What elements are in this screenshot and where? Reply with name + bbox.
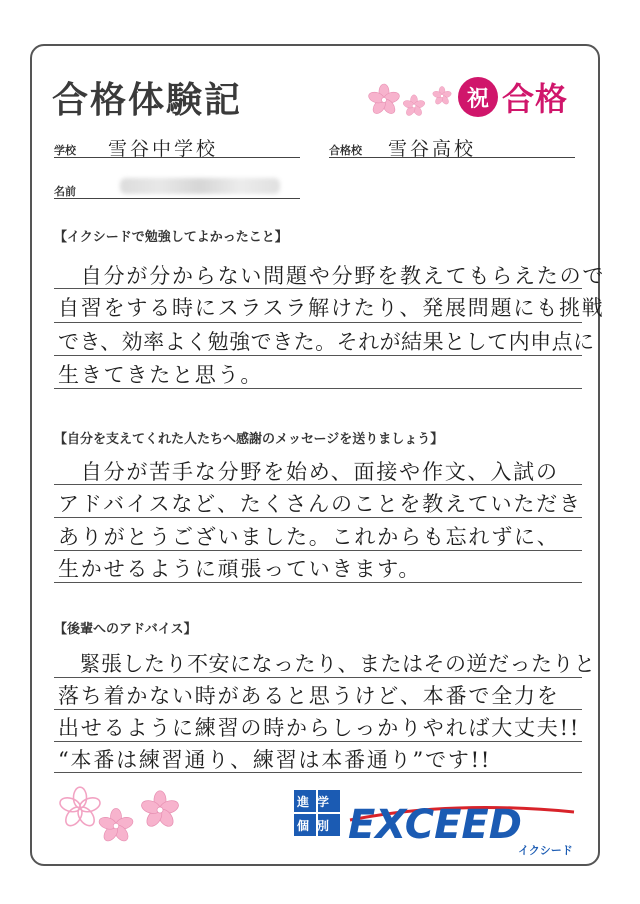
section-heading: 【後輩へのアドバイス】 [54, 622, 197, 637]
celebrate-text: 合格 [502, 80, 569, 118]
logo-brand: EXCEED [348, 802, 522, 848]
handwritten-line: 落ち着かない時があると思うけど、本番で全力を [58, 684, 560, 708]
passed-school-value: 雪谷高校 [388, 138, 477, 160]
name-label: 名前 [54, 185, 76, 198]
section-heading: 【自分を支えてくれた人たちへ感謝のメッセージを送りましょう】 [54, 432, 444, 447]
handwritten-line: ありがとうございました。これからも忘れずに、 [58, 525, 560, 549]
logo-kana: イクシード [518, 844, 573, 857]
handwritten-line: 出せるように練習の時からしっかりやれば大丈夫!! [58, 716, 581, 740]
ruled-line [54, 355, 582, 356]
school-underline [54, 157, 300, 158]
ruled-line [54, 677, 582, 678]
ruled-line [54, 288, 582, 289]
logo-tag-bottom: 個別 [296, 819, 338, 833]
handwritten-line: 緊張したり不安になったり、またはその逆だったりと [58, 652, 596, 676]
handwritten-line: 生きてきたと思う。 [58, 363, 264, 387]
page-title: 合格体験記 [52, 80, 243, 121]
section-heading: 【イクシードで勉強してよかったこと】 [54, 230, 288, 245]
school-label: 学校 [54, 144, 76, 157]
passed-school-label: 合格校 [329, 144, 362, 157]
cherry-blossoms-icon [46, 782, 196, 854]
celebrate-seal: 祝 [458, 77, 498, 117]
ruled-line [54, 582, 582, 583]
handwritten-line: 生かせるように頑張っていきます。 [58, 557, 422, 581]
celebration-mark [458, 74, 568, 120]
ruled-line [54, 322, 582, 323]
redacted-name [120, 178, 280, 194]
handwritten-line: でき、効率よく勉強できた。それが結果として内申点に [58, 330, 595, 354]
handwritten-line: “本番は練習通り、練習は本番通り”です!! [58, 748, 492, 772]
handwritten-line: 自分が苦手な分野を始め、面接や作文、入試の [58, 460, 559, 484]
experience-card [30, 44, 606, 866]
handwritten-line: アドバイスなど、たくさんのことを教えていただき [58, 492, 582, 516]
ruled-line [54, 388, 582, 389]
ruled-line [54, 484, 582, 485]
cherry-blossom-icon [364, 78, 458, 122]
passed-school-underline [329, 157, 575, 158]
exceed-logo [292, 786, 584, 858]
name-underline [54, 198, 300, 199]
ruled-line [54, 550, 582, 551]
handwritten-line: 自分が分からない問題や分野を教えてもらえたので [58, 264, 606, 288]
ruled-line [54, 709, 582, 710]
logo-tag-top: 進学 [296, 795, 338, 809]
ruled-line [54, 772, 582, 773]
ruled-line [54, 741, 582, 742]
school-value: 雪谷中学校 [108, 138, 219, 160]
ruled-line [54, 517, 582, 518]
handwritten-line: 自習をする時にスラスラ解けたり、発展問題にも挑戦 [58, 296, 605, 320]
